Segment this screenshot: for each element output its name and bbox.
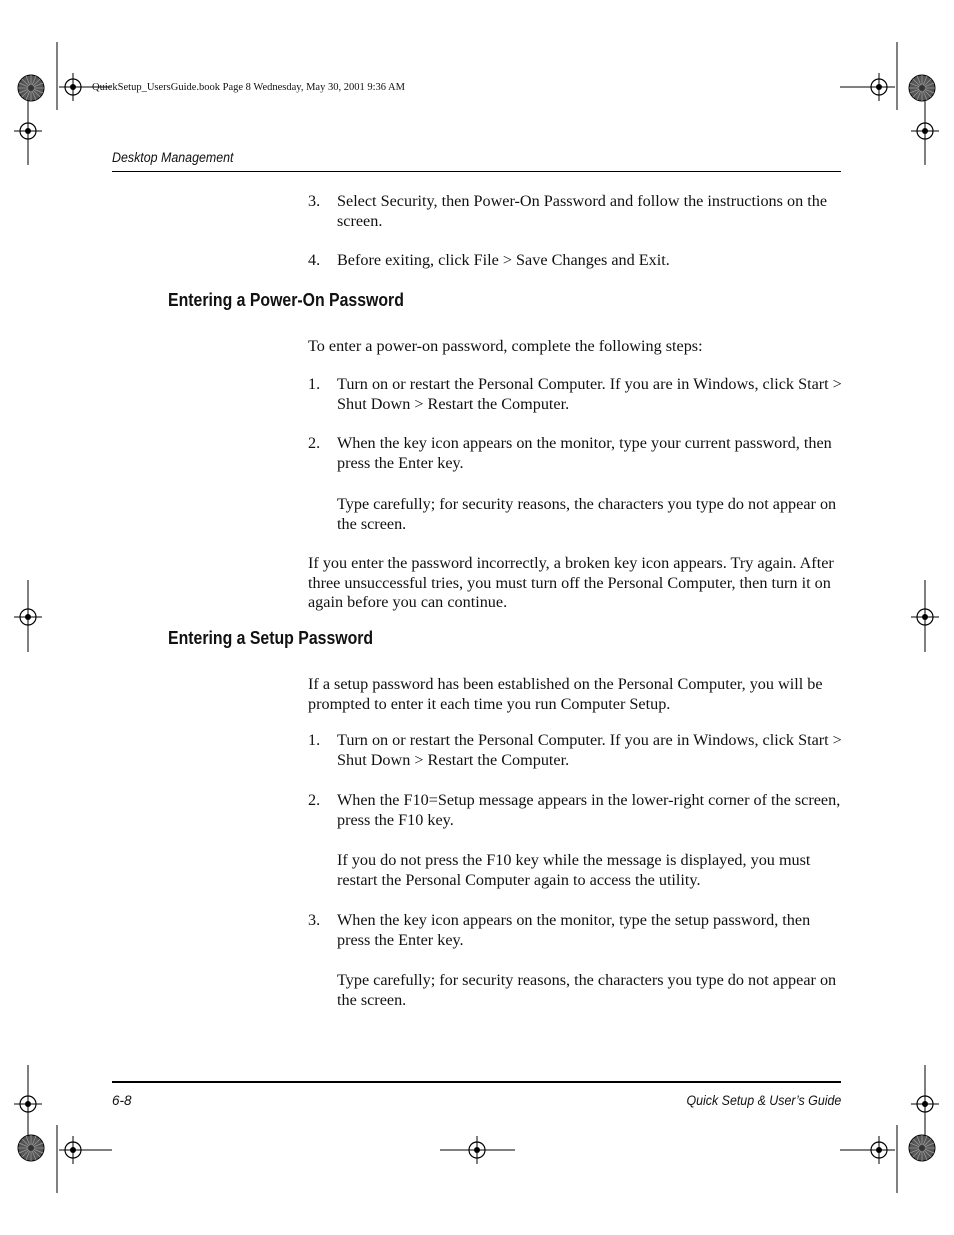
step-number: 3. xyxy=(308,911,321,929)
step-text: When the key icon appears on the monitor, type your current password, then press the Enter key. xyxy=(337,434,832,472)
step-note: If you do not press the F10 key while the message is displayed, you must restart the Personal Computer again to access the utility. xyxy=(337,851,811,889)
list-item xyxy=(308,251,843,271)
book-title: Quick Setup & User’s Guide xyxy=(686,1093,841,1108)
list-item xyxy=(308,434,843,473)
footer-rule xyxy=(112,1081,841,1083)
list-item xyxy=(308,192,843,231)
section-closing: If you enter the password incorrectly, a broken key icon appears. Try again. After three unsuccessful tries, you must turn off the Personal Computer, then turn it on again before you can continue. xyxy=(308,554,834,611)
step-number: 2. xyxy=(308,434,321,452)
step-text: When the key icon appears on the monitor, type the setup password, then press the Enter key. xyxy=(337,911,811,949)
section-intro: If a setup password has been established on the Personal Computer, you will be prompted to enter it each time you run Computer Setup. xyxy=(308,675,823,713)
step-number: 2. xyxy=(308,791,321,809)
list-item xyxy=(308,731,843,770)
print-slug: QuickSetup_UsersGuide.book Page 8 Wednesday, May 30, 2001 9:36 AM xyxy=(92,82,405,93)
page-number: 6-8 xyxy=(112,1093,132,1108)
step-text: Before exiting, click File > Save Changes and Exit. xyxy=(337,251,670,269)
step-note: Type carefully; for security reasons, the characters you type do not appear on the screen. xyxy=(337,971,837,1009)
section-heading-setup: Entering a Setup Password xyxy=(168,628,374,648)
step-number: 1. xyxy=(308,731,321,749)
step-text: Turn on or restart the Personal Computer. If you are in Windows, click Start > Shut Down > Restart the Computer. xyxy=(337,731,842,769)
header-rule xyxy=(112,171,841,172)
section-intro: To enter a power-on password, complete the following steps: xyxy=(308,337,703,355)
step-number: 1. xyxy=(308,375,321,393)
step-number: 3. xyxy=(308,192,321,210)
step-text: Turn on or restart the Personal Computer. If you are in Windows, click Start > Shut Down > Restart the Computer. xyxy=(337,375,842,413)
section-heading-power-on: Entering a Power-On Password xyxy=(168,290,404,310)
list-item xyxy=(308,375,843,414)
step-text: When the F10=Setup message appears in the lower-right corner of the screen, press the F10 key. xyxy=(337,791,841,829)
running-head: Desktop Management xyxy=(112,150,234,165)
list-item xyxy=(308,911,843,950)
step-number: 4. xyxy=(308,251,321,269)
list-item xyxy=(308,791,843,830)
step-note: Type carefully; for security reasons, the characters you type do not appear on the screen. xyxy=(337,495,837,533)
step-text: Select Security, then Power-On Password and follow the instructions on the screen. xyxy=(337,192,828,230)
